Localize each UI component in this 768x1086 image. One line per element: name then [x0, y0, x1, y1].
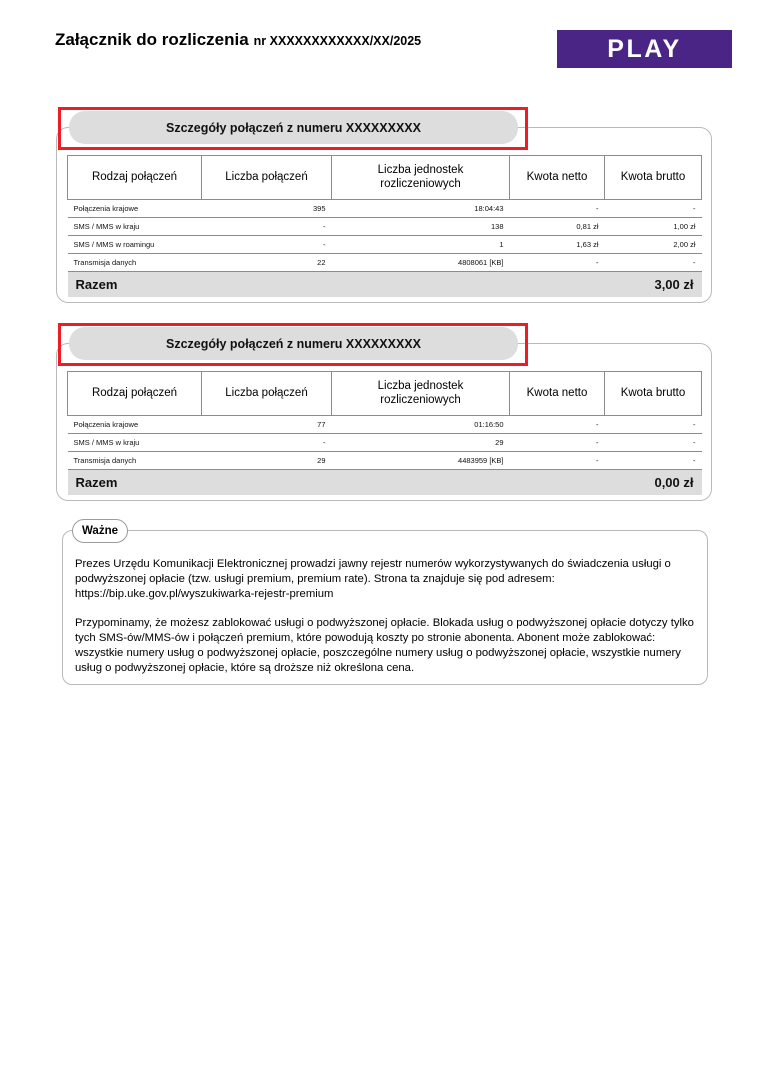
note-paragraph-2: Przypominamy, że możesz zablokować usługi o podwyższonej opłacie. Blokada usług o podwyższonej opłacie dotyczy tylko tych SMS-ów/MMS-ów i połączeń premium, które powodują koszty po stronie abonenta. Abonent może zablokować: wszystkie numery usług o podwyższonej opłacie, poszczególne numery usług o podwyższonej opłacie, wszystkie numery usług o podwyższonej opłacie, które są droższe niż określona cena. — [75, 617, 694, 675]
cell-gross: - — [605, 433, 702, 451]
note-paragraph-1: Prezes Urzędu Komunikacji Elektronicznej prowadzi jawny rejestr numerów wykorzystywanych do świadczenia usługi o podwyższonej opłacie (tzw. usługi premium, premium rate). Strona ta znajduje się pod adresem: https://bip.uke.gov.pl/wyszukiwarka-rejestr-premium — [75, 558, 671, 601]
section-title-1: Szczegóły połączeń z numeru XXXXXXXXX — [166, 120, 421, 135]
cell-units: 1 — [332, 235, 510, 253]
cell-gross: - — [605, 199, 702, 217]
cell-count: - — [202, 217, 332, 235]
cell-net: 0,81 zł — [510, 217, 605, 235]
cell-gross: - — [605, 451, 702, 469]
table-header-row — [68, 372, 702, 416]
cell-net: - — [510, 253, 605, 271]
page-title-invoice-number: nr XXXXXXXXXXXX/XX/2025 — [253, 34, 422, 48]
table-row — [68, 433, 702, 451]
cell-units: 18:04:43 — [332, 199, 510, 217]
cell-count: 29 — [202, 451, 332, 469]
column-header-net: Kwota netto — [510, 372, 605, 416]
cell-gross: 2,00 zł — [605, 235, 702, 253]
column-header-type: Rodzaj połączeń — [68, 372, 202, 416]
table-row — [68, 415, 702, 433]
table-header-row — [68, 156, 702, 200]
cell-gross: - — [605, 415, 702, 433]
column-header-units: Liczba jednostek rozliczeniowych — [332, 156, 510, 200]
call-details-section-2 — [56, 336, 712, 501]
table-total-row — [68, 469, 702, 495]
cell-count: 22 — [202, 253, 332, 271]
cell-type: Połączenia krajowe — [68, 415, 202, 433]
cell-type: SMS / MMS w roamingu — [68, 235, 202, 253]
column-header-net: Kwota netto — [510, 156, 605, 200]
important-note-label: Ważne — [82, 525, 118, 537]
total-label: Razem — [68, 271, 510, 297]
column-header-type: Rodzaj połączeń — [68, 156, 202, 200]
section-title-pill-2 — [69, 327, 518, 360]
cell-type: SMS / MMS w kraju — [68, 217, 202, 235]
column-header-count: Liczba połączeń — [202, 156, 332, 200]
cell-net: - — [510, 199, 605, 217]
cell-type: Transmisja danych — [68, 451, 202, 469]
table-row — [68, 217, 702, 235]
usage-table-1 — [67, 155, 702, 297]
play-logo-text: PLAY — [607, 34, 682, 63]
document-header — [0, 0, 768, 96]
cell-count: 395 — [202, 199, 332, 217]
cell-units: 01:16:50 — [332, 415, 510, 433]
column-header-gross: Kwota brutto — [605, 156, 702, 200]
cell-type: Transmisja danych — [68, 253, 202, 271]
cell-net: - — [510, 415, 605, 433]
column-header-units: Liczba jednostek rozliczeniowych — [332, 372, 510, 416]
cell-net: - — [510, 451, 605, 469]
cell-gross: - — [605, 253, 702, 271]
table-total-row — [68, 271, 702, 297]
section-title-pill-1 — [69, 111, 518, 144]
column-header-count: Liczba połączeń — [202, 372, 332, 416]
cell-units: 138 — [332, 217, 510, 235]
page-title — [55, 30, 421, 50]
usage-table-2 — [67, 371, 702, 495]
table-row — [68, 199, 702, 217]
total-label: Razem — [68, 469, 510, 495]
table-row — [68, 253, 702, 271]
cell-type: SMS / MMS w kraju — [68, 433, 202, 451]
cell-units: 29 — [332, 433, 510, 451]
cell-type: Połączenia krajowe — [68, 199, 202, 217]
cell-units: 4483959 [KB] — [332, 451, 510, 469]
play-logo — [557, 30, 732, 68]
table-row — [68, 235, 702, 253]
cell-count: 77 — [202, 415, 332, 433]
cell-count: - — [202, 433, 332, 451]
table-row — [68, 451, 702, 469]
total-value: 0,00 zł — [510, 469, 702, 495]
page-title-main: Załącznik do rozliczenia — [55, 30, 249, 49]
cell-gross: 1,00 zł — [605, 217, 702, 235]
total-value: 3,00 zł — [510, 271, 702, 297]
call-details-section-1 — [56, 120, 712, 303]
cell-count: - — [202, 235, 332, 253]
important-note-box — [62, 525, 708, 685]
cell-net: 1,63 zł — [510, 235, 605, 253]
important-note-body — [75, 557, 697, 676]
cell-net: - — [510, 433, 605, 451]
section-title-2: Szczegóły połączeń z numeru XXXXXXXXX — [166, 336, 421, 351]
important-note-label-pill — [72, 519, 128, 543]
cell-units: 4808061 [KB] — [332, 253, 510, 271]
column-header-gross: Kwota brutto — [605, 372, 702, 416]
